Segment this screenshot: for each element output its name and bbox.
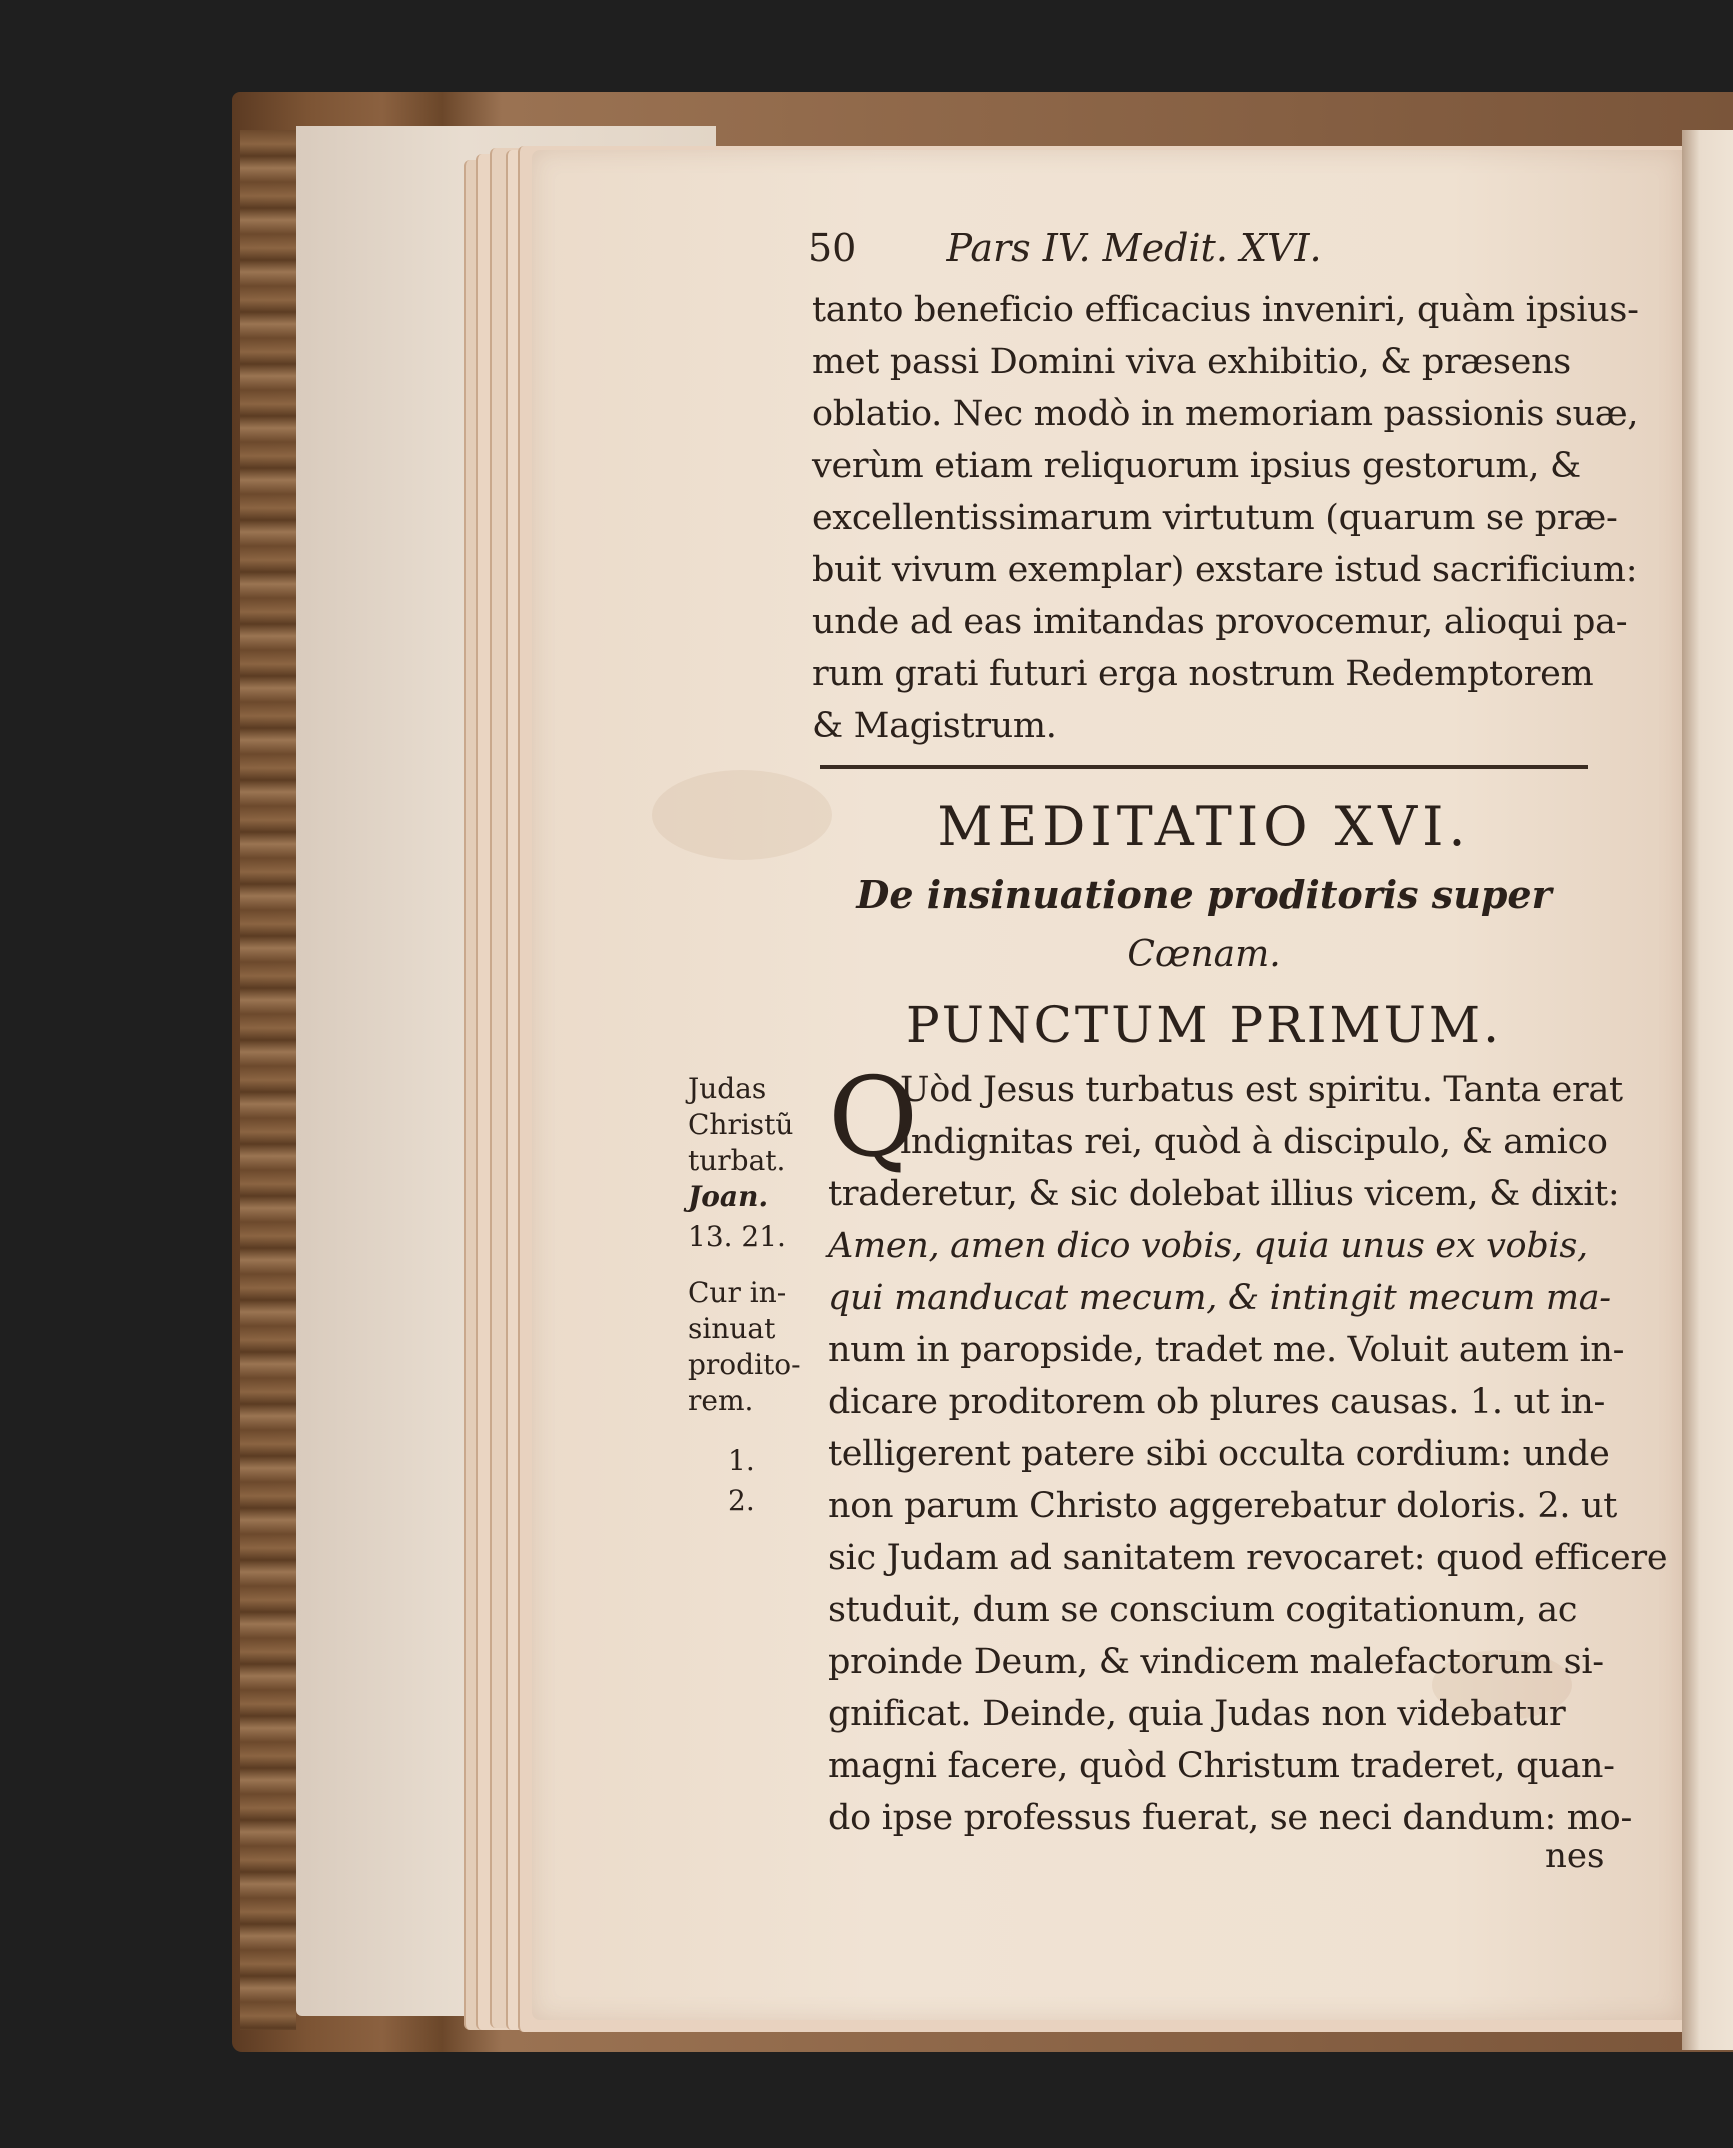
text-line: num in paropside, tradet me. Voluit autem in- — [828, 1330, 1625, 1370]
facing-page-edge — [1682, 130, 1733, 2050]
text-line: gnificat. Deinde, quia Judas non videbatur — [828, 1694, 1566, 1734]
meditation-heading: MEDITATIO XVI. — [937, 795, 1471, 858]
text-line: telligerent patere sibi occulta cordium: unde — [828, 1434, 1610, 1474]
text-line: sic Judam ad sanitatem revocaret: quod efficere — [828, 1538, 1668, 1578]
text-line: Amen, amen dico vobis, quia unus ex vobis, — [828, 1226, 1588, 1266]
running-title: Pars IV. Medit. XVI. — [946, 226, 1322, 270]
text-line: magni facere, quòd Christum traderet, quan- — [828, 1746, 1615, 1786]
margin-note: Cur in- — [688, 1276, 787, 1309]
margin-note: prodito- — [688, 1348, 801, 1381]
text-line: oblatio. Nec modò in memoriam passionis suæ, — [812, 394, 1639, 434]
text-line: verùm etiam reliquorum ipsius gestorum, & — [812, 446, 1581, 486]
page-number: 50 — [808, 226, 857, 270]
text-line: Uòd Jesus turbatus est spiritu. Tanta erat — [900, 1070, 1623, 1110]
margin-note: 1. — [728, 1444, 755, 1477]
punctum-heading: PUNCTUM PRIMUM. — [906, 996, 1502, 1054]
text-line: traderetur, & sic dolebat illius vicem, & dixit: — [828, 1174, 1620, 1214]
text-line: do ipse professus fuerat, se neci dandum: mo- — [828, 1798, 1632, 1838]
text-line: buit vivum exemplar) exstare istud sacrificium: — [812, 550, 1638, 590]
drop-cap: Q — [828, 1053, 919, 1181]
margin-note: 13. 21. — [688, 1220, 786, 1253]
margin-note: Christũ — [688, 1108, 794, 1141]
running-head — [808, 226, 1322, 270]
margin-note: rem. — [688, 1384, 754, 1417]
text-line: rum grati futuri erga nostrum Redemptorem — [812, 654, 1594, 694]
text-line: studuit, dum se conscium cogitationum, ac — [828, 1590, 1578, 1630]
text-line: & Magistrum. — [812, 706, 1057, 746]
section-divider — [820, 765, 1588, 769]
text-line: unde ad eas imitandas provocemur, alioqui pa- — [812, 602, 1628, 642]
text-line: non parum Christo aggerebatur doloris. 2. ut — [828, 1486, 1617, 1526]
text-line: dicare proditorem ob plures causas. 1. ut in- — [828, 1382, 1605, 1422]
meditation-subtitle: De insinuatione proditoris super — [856, 872, 1552, 917]
margin-note: 2. — [728, 1484, 755, 1517]
text-line: proinde Deum, & vindicem malefactorum si- — [828, 1642, 1604, 1682]
text-line: indignitas rei, quòd à discipulo, & amico — [900, 1122, 1608, 1162]
book-spine-edge — [240, 130, 296, 2030]
meditation-subtitle-cont: Cœnam. — [1127, 934, 1281, 975]
text-line: met passi Domini viva exhibitio, & præsens — [812, 342, 1571, 382]
text-line: qui manducat mecum, & intingit mecum ma- — [828, 1278, 1611, 1318]
margin-note: Judas — [688, 1072, 767, 1105]
text-line: excellentissimarum virtutum (quarum se præ- — [812, 498, 1618, 538]
catchword: nes — [1545, 1836, 1605, 1876]
margin-note: turbat. — [688, 1144, 786, 1177]
margin-note: Joan. — [688, 1180, 769, 1213]
paper-stain — [652, 770, 832, 860]
margin-note: sinuat — [688, 1312, 776, 1345]
text-line: tanto beneficio efficacius inveniri, quàm ipsius- — [812, 290, 1639, 330]
